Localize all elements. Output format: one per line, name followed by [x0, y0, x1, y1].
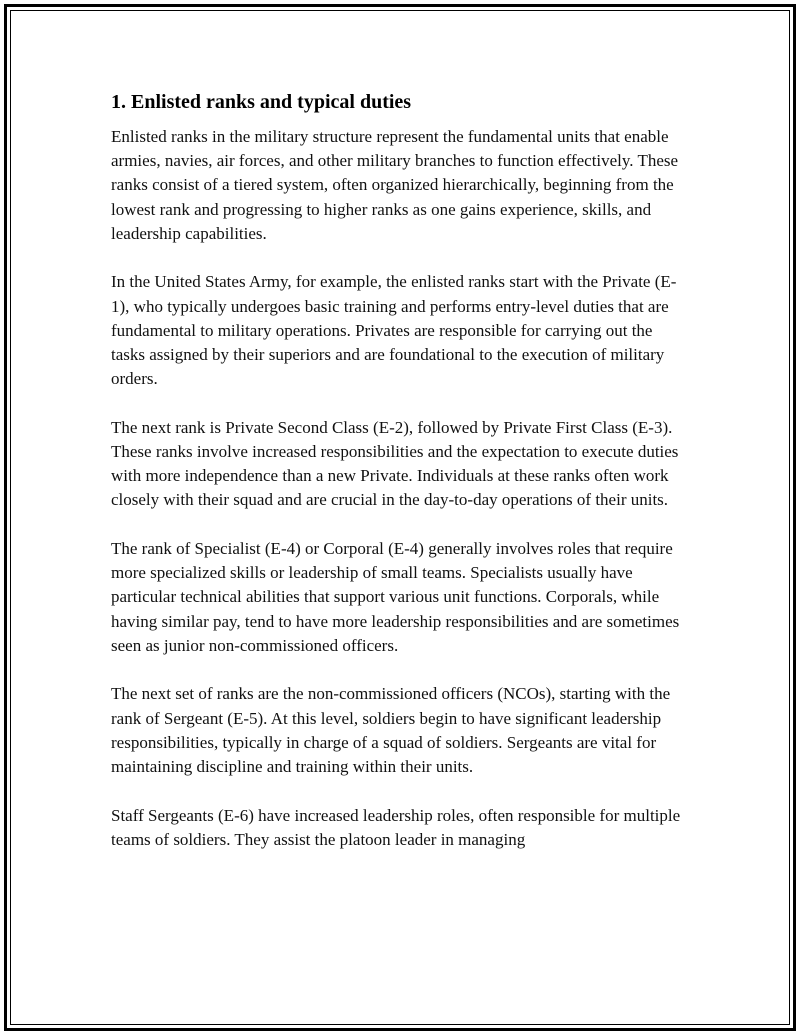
paragraph-private-second-first-class: The next rank is Private Second Class (E-2), followed by Private First Class (E-3). These ranks involve increased responsibilities and the expectation to execute duties with more independence than a new Private. Individuals at these ranks often work closely with their squad and are crucial in the day-to-day operations of their units. [111, 417, 679, 510]
section-heading: 1. Enlisted ranks and typical duties [111, 91, 412, 113]
paragraph-enlisted-overview: Enlisted ranks in the military structure represent the fundamental units that enable armies, navies, air forces, and other military branches to function effectively. These ranks consist of a tiered system, often organized hierarchically, beginning from the lowest rank and progressing to higher ranks as one gains experience, skills, and leadership capabilities. [111, 127, 679, 243]
document-body [111, 89, 681, 876]
paragraph-private: In the United States Army, for example, the enlisted ranks start with the Private (E-1), who typically undergoes basic training and performs entry-level duties that are fundamental to military operations. Privates are responsible for carrying out the tasks assigned by their superiors and are foundational to the execution of military orders. [111, 272, 677, 389]
paragraph-sergeant: The next set of ranks are the non-commissioned officers (NCOs), starting with the rank of Sergeant (E-5). At this level, soldiers begin to have significant leadership responsibilities, typically in charge of a squad of soldiers. Sergeants are vital for maintaining discipline and training within their units. [111, 684, 671, 777]
paragraph-staff-sergeant: Staff Sergeants (E-6) have increased leadership roles, often responsible for multiple teams of soldiers. They assist the platoon leader in managing [111, 805, 681, 849]
paragraph-specialist-corporal: The rank of Specialist (E-4) or Corporal (E-4) generally involves roles that require more specialized skills or leadership of small teams. Specialists usually have particular technical abilities that support various unit functions. Corporals, while having similar pay, tend to have more leadership responsibilities and are sometimes seen as junior non-commissioned officers. [111, 539, 680, 655]
